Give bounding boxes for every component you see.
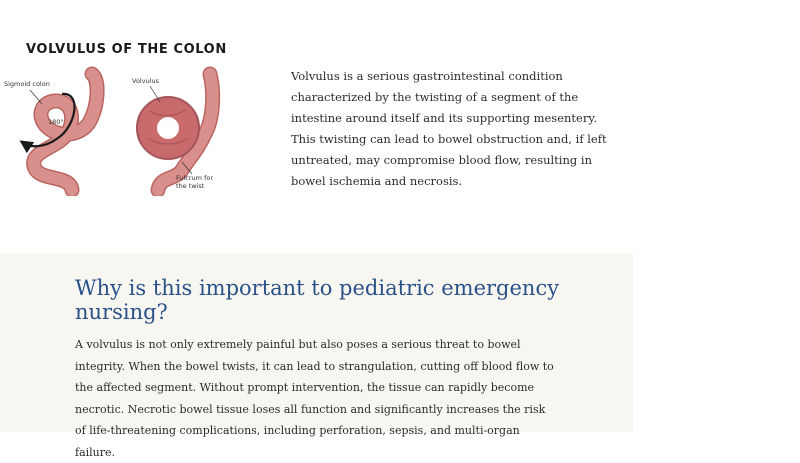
rotation-degrees-label: 180° — [48, 118, 64, 126]
volvulus-label: Volvulus — [132, 77, 160, 85]
volvulus-figure — [0, 38, 240, 198]
intro-paragraph: Volvulus is a serious gastrointestinal condition characterized by the twisting of a segment of the intestine around itself and its supporting mesentery. This twisting can lead to bowel obstruction and, if left untreated, may compromise blood flow, resulting in bowel ischemia and necrosis. — [291, 69, 607, 188]
figure-title: VOLVULUS OF THE COLON — [26, 42, 227, 57]
sigmoid-colon-label: Sigmoid colon — [4, 80, 50, 88]
volvulus-drawing — [137, 74, 213, 190]
section-body: A volvulus is not only extremely painful but also poses a serious threat to bowel integrity. When the bowel twists, it can lead to strangulation, cutting off blood flow to the affected segment. Without prompt intervention, the tissue can rapidly become necrotic. Necrotic bowel tissue loses all function and significantly increases the risk of life-threatening complications, including perforation, sepsis, and multi-organ failure. — [75, 338, 554, 459]
colon-illustration — [0, 66, 240, 196]
importance-section — [0, 254, 633, 459]
fulcrum-label-line1: Fulcrum for — [176, 174, 214, 182]
fulcrum-label-line2: the twist — [176, 182, 205, 190]
section-heading: Why is this important to pediatric emergency nursing? — [75, 276, 560, 324]
